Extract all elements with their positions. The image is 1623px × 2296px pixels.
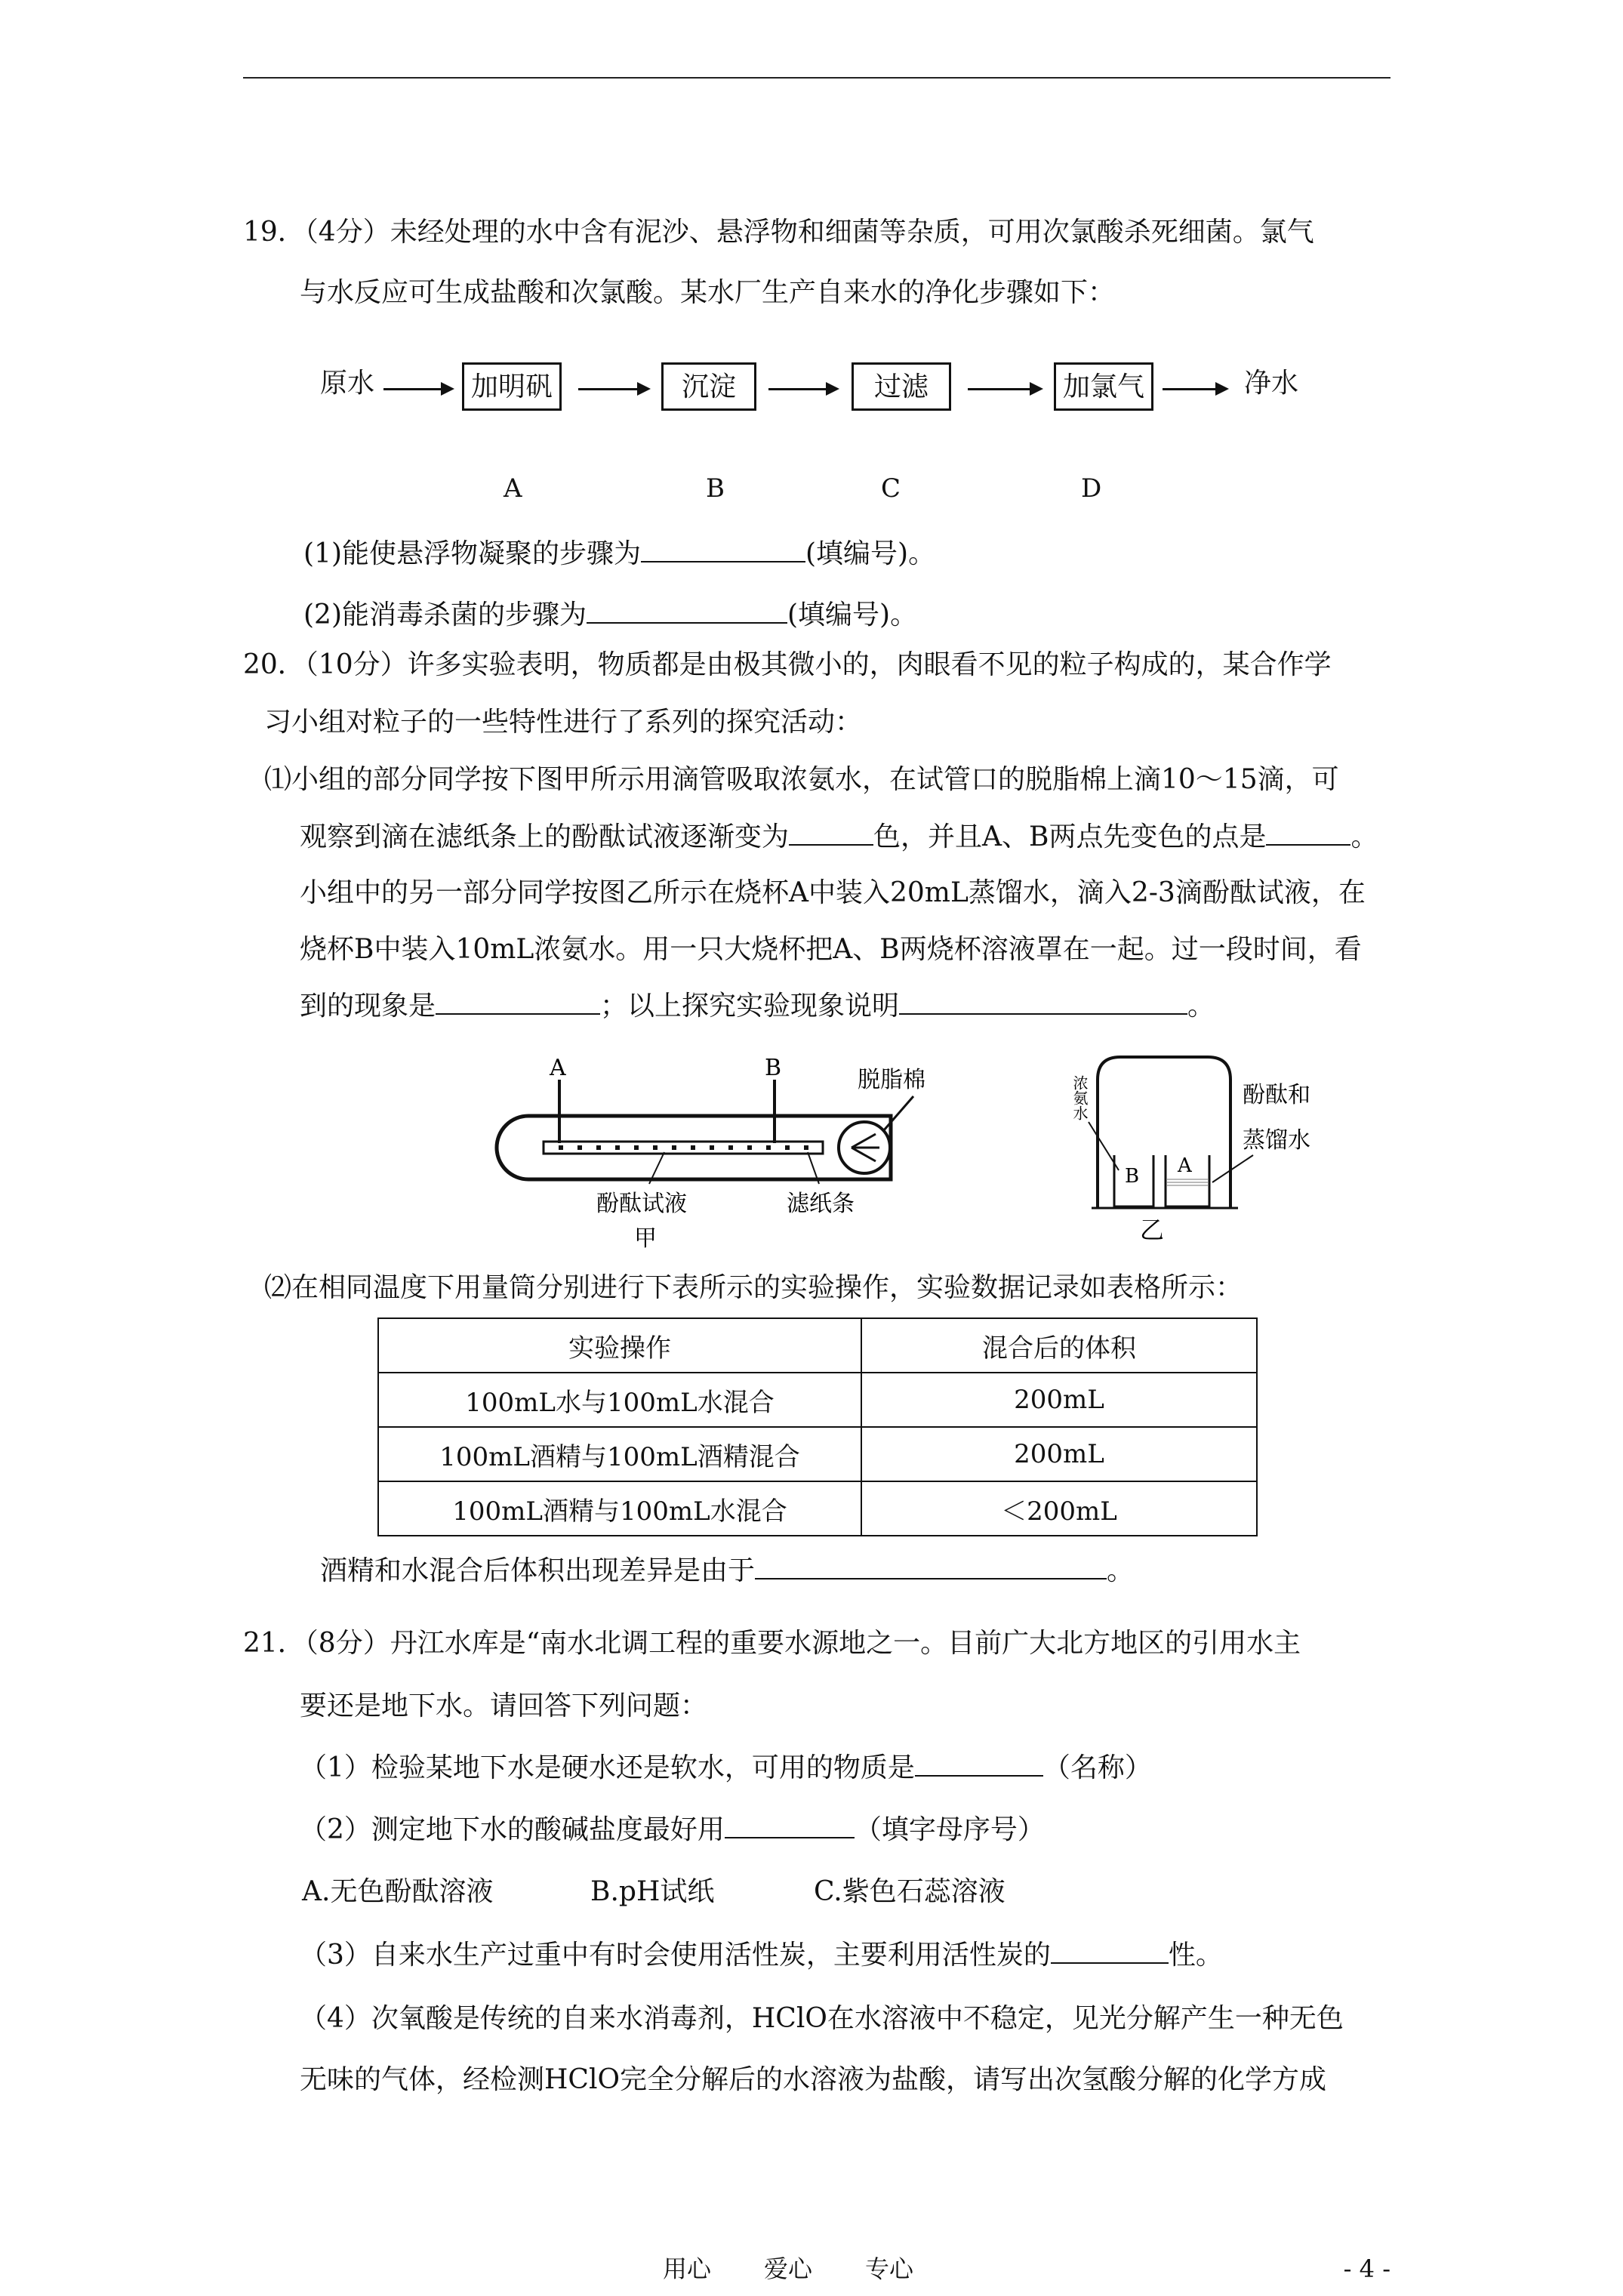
q21-sub2 [300,1813,1045,1847]
q20-p2-intro: ⑵在相同温度下用量筒分别进行下表所示的实验操作，实验数据记录如表格所示： [264,1272,1243,1303]
q20-line1: 20．（10分）许多实验表明，物质都是由极其微小的，肉眼看不见的粒子构成的，某合作学 [243,649,1332,680]
flow-arrow-3 [768,388,836,390]
q19-line2: 与水反应可生成盐酸和次氯酸。某水厂生产自来水的净化步骤如下： [300,277,1116,308]
flow-arrow-4 [968,388,1040,390]
flow-step-a: 加明矾 [462,362,562,411]
q21-sub2-text: （2）测定地下水的酸碱盐度最好用 [300,1814,725,1845]
q21-sub1-text: （1）检验某地下水是硬水还是软水，可用的物质是 [300,1752,915,1783]
q19-sub2 [303,598,917,632]
answer-blank[interactable] [899,989,1187,1015]
q21-sub3-text: （3）自来水生产过重中有时会使用活性炭，主要利用活性炭的 [300,1940,1051,1971]
answer-blank[interactable] [436,989,600,1015]
beaker-a-label: A [1178,1154,1192,1177]
table-cell: ＜200mL [861,1481,1257,1536]
flow-arrow-2 [578,388,648,390]
q20-p1-text-a: 观察到滴在滤纸条上的酚酞试液逐渐变为 [300,821,790,852]
answer-blank[interactable] [915,1751,1043,1777]
q20-p1-text-c: 。 [1350,821,1378,852]
filter-paper-strip [544,1142,823,1154]
q19-sub1-text: (1)能使悬浮物凝聚的步骤为 [303,538,641,569]
flow-letter-c: C [881,473,901,504]
q19-sub2-note: (填编号)。 [787,599,918,630]
answer-blank[interactable] [1051,1938,1169,1964]
footer-word: 专心 [865,2254,914,2283]
q19-sub1 [303,537,935,571]
footer-word: 爱心 [764,2254,813,2283]
q21-option-a: A.无色酚酞溶液 [302,1876,494,1907]
figure-yi-beakers [1064,1049,1313,1253]
q20-p1-line5 [300,989,1215,1023]
table-cell: 100mL水与100mL水混合 [378,1373,861,1427]
q21-sub1 [300,1751,1152,1785]
figure-yi-caption: 乙 [1140,1216,1165,1244]
flow-step-d: 加氯气 [1054,362,1153,411]
header-rule [243,77,1390,79]
q20-p1-line3: 小组中的另一部分同学按图乙所示在烧杯A中装入20mL蒸馏水，滴入2-3滴酚酞试液，在 [300,877,1366,908]
flow-arrow-5 [1163,388,1226,390]
figure-jia-caption: 甲 [634,1225,657,1252]
experiment-table [377,1318,1258,1536]
q20-p1-text-b: 色，并且A、B两点先变色的点是 [873,821,1267,852]
table-header: 混合后的体积 [861,1318,1257,1373]
q21-sub3-note: 性。 [1168,1940,1223,1971]
answer-blank[interactable] [725,1813,855,1838]
q21-sub3 [300,1938,1223,1972]
answer-blank[interactable] [641,537,805,562]
table-cell: 100mL酒精与100mL水混合 [378,1481,861,1536]
answer-blank[interactable] [1266,820,1350,846]
q20-p1-text-f: 。 [1187,991,1215,1022]
q20-p2-conclusion [320,1554,1134,1588]
flow-letter-b: B [706,473,725,504]
q19-line1: 19．（4分）未经处理的水中含有泥沙、悬浮物和细菌等杂质，可用次氯酸杀死细菌。氯气 [243,217,1314,248]
flow-start: 原水 [320,368,375,399]
q20-p1-text-e: ；以上探究实验现象说明 [600,991,900,1022]
table-cell: 100mL酒精与100mL酒精混合 [378,1427,861,1481]
phenol-water-label-1: 酚酞和 [1243,1082,1310,1108]
ammonia-label-1: 浓氨水 [1070,1075,1089,1120]
q20-p1-line4: 烧杯B中装入10mL浓氨水。用一只大烧杯把A、B两烧杯溶液罩在一起。过一段时间，看 [300,934,1362,965]
point-b-label: B [765,1057,782,1081]
phenol-water-leader-line [1212,1155,1253,1182]
q20-p2-text-b: 。 [1107,1555,1135,1586]
phenol-label: 酚酞试液 [596,1191,687,1217]
q20-p2-text-a: 酒精和水混合后体积出现差异是由于 [320,1555,756,1586]
footer-word: 用心 [663,2254,712,2283]
q20-line2: 习小组对粒子的一些特性进行了系列的探究活动： [264,707,863,738]
paper-label: 滤纸条 [787,1191,855,1217]
answer-blank[interactable] [587,598,787,624]
beaker-b-label: B [1125,1165,1140,1188]
flow-letter-d: D [1081,473,1102,504]
flow-arrow-1 [383,388,451,390]
q19-sub1-note: (填编号)。 [805,538,936,569]
cotton-fibres [852,1134,879,1161]
q21-sub2-note: （填字母序号） [854,1814,1045,1845]
ammonia-leader-line [1089,1122,1119,1170]
flow-step-b: 沉淀 [661,362,756,411]
q21-line1: 21．（8分）丹江水库是“南水北调工程的重要水源地之一。目前广大北方地区的引用水主 [243,1628,1301,1659]
large-beaker [1098,1057,1230,1208]
table-row [378,1427,1257,1481]
table-row [378,1481,1257,1536]
table-cell: 200mL [861,1373,1257,1427]
page-number: - 4 - [1343,2254,1390,2283]
q21-sub1-note: （名称） [1042,1752,1152,1783]
q21-sub4-line2: 无味的气体，经检测HClO完全分解后的水溶液为盐酸，请写出次氢酸分解的化学方成 [300,2064,1326,2095]
flow-letter-a: A [504,473,522,504]
flow-end: 净水 [1244,368,1299,399]
q21-line2: 要还是地下水。请回答下列问题： [300,1690,708,1721]
table-header: 实验操作 [378,1318,861,1373]
q21-sub4-line1: （4）次氧酸是传统的自来水消毒剂，HClO在水溶液中不稳定，见光分解产生一种无色 [300,2003,1344,2034]
table-header-row [378,1318,1257,1373]
point-a-label: A [550,1057,566,1081]
q21-option-c: C.紫色石蕊溶液 [814,1876,1006,1907]
table-row [378,1373,1257,1427]
cotton-leader-line [883,1096,913,1131]
table-cell: 200mL [861,1427,1257,1481]
answer-blank[interactable] [789,820,873,846]
phenolphthalein-drops [559,1145,808,1150]
answer-blank[interactable] [755,1554,1107,1579]
phenol-water-label-2: 蒸馏水 [1243,1127,1310,1154]
q20-p1-line1: ⑴小组的部分同学按下图甲所示用滴管吸取浓氨水，在试管口的脱脂棉上滴10～15滴，可 [264,764,1339,795]
q19-sub2-text: (2)能消毒杀菌的步骤为 [303,599,587,630]
flow-step-c: 过滤 [852,362,951,411]
q21-option-b: B.pH试纸 [590,1876,715,1907]
q20-p1-line2 [300,820,1378,854]
figure-jia-test-tube [483,1057,936,1253]
q20-p1-text-d: 到的现象是 [300,991,436,1022]
cotton-label: 脱脂棉 [858,1067,925,1093]
